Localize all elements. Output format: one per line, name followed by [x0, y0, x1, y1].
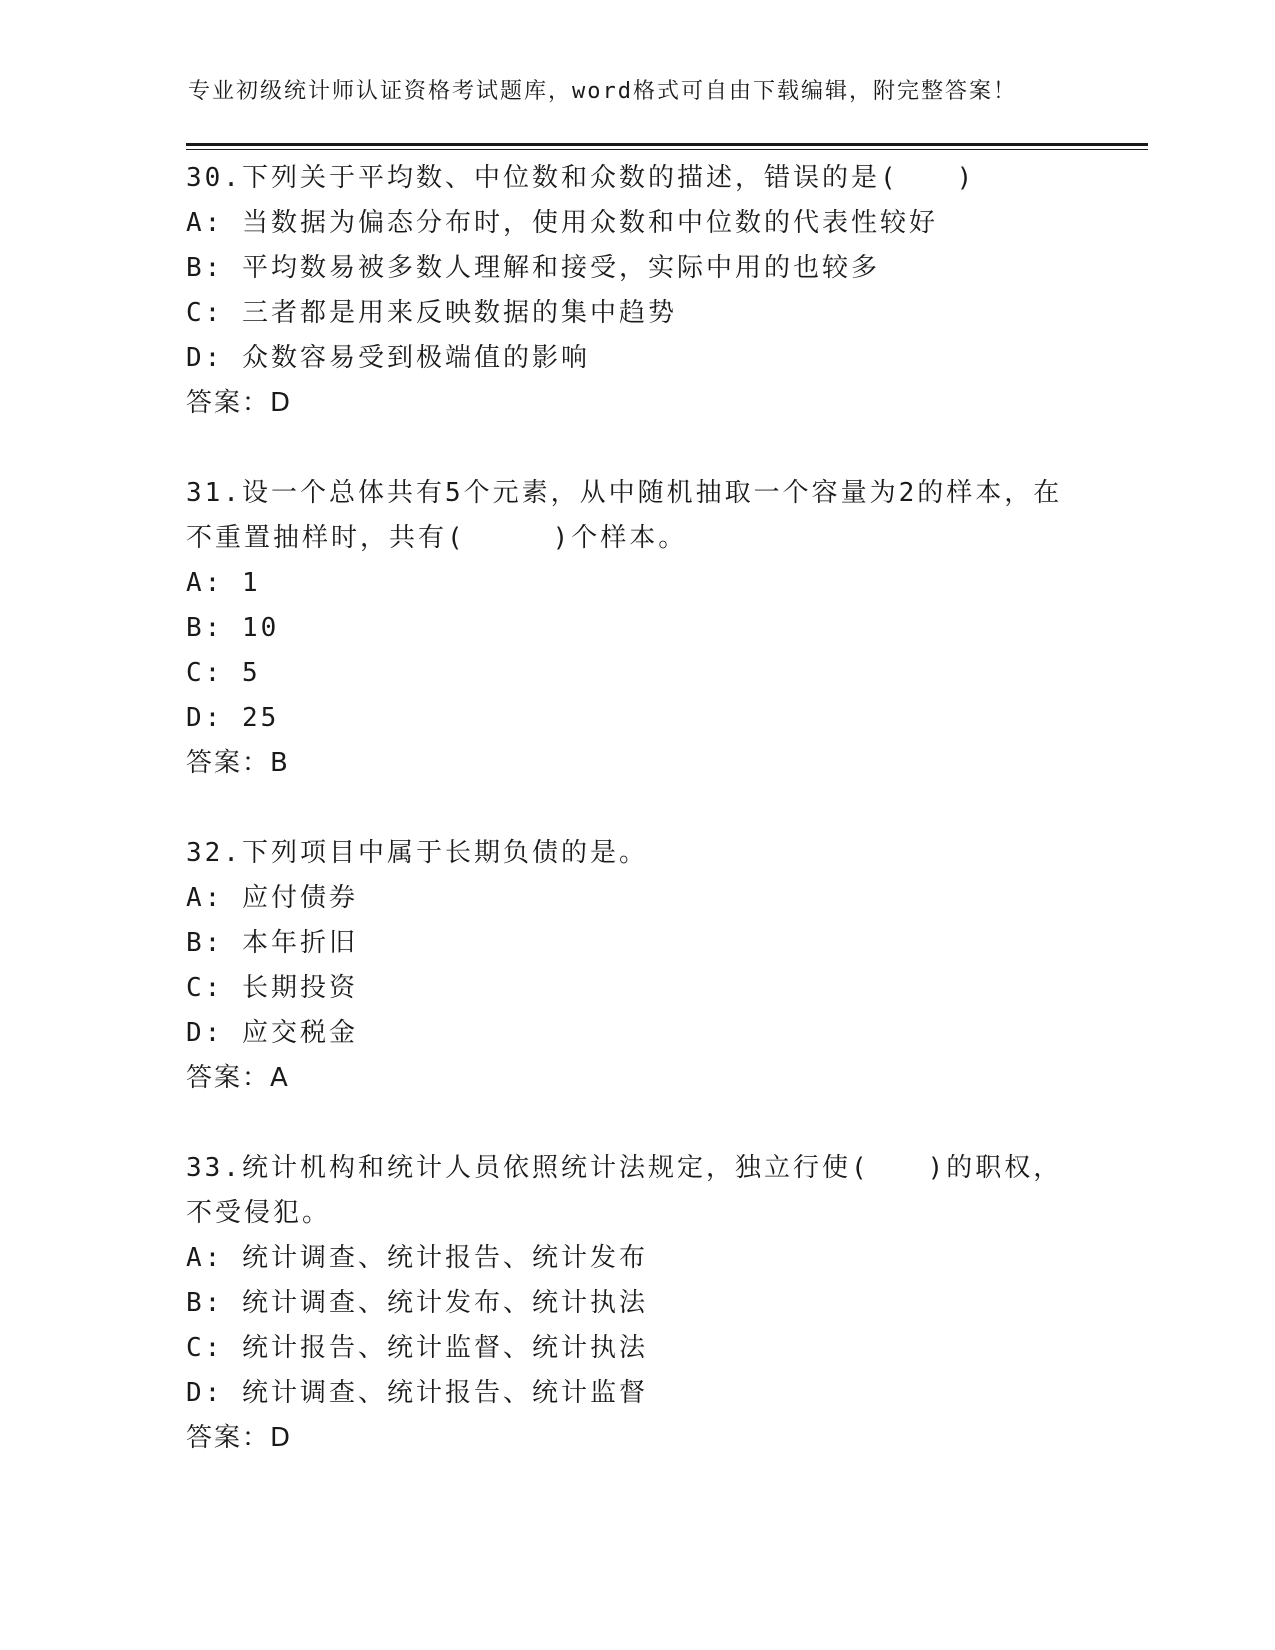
option-d: D: 众数容易受到极端值的影响 — [186, 343, 590, 373]
answer: 答案：A — [186, 1063, 290, 1093]
question-stem: 30.下列关于平均数、中位数和众数的描述，错误的是( ) — [186, 163, 976, 193]
option-d: D: 统计调查、统计报告、统计监督 — [186, 1378, 648, 1408]
answer: 答案：D — [186, 1423, 293, 1453]
option-d: D: 25 — [186, 703, 280, 733]
option-c: C: 三者都是用来反映数据的集中趋势 — [186, 298, 677, 328]
option-b: B: 本年折旧 — [186, 928, 358, 958]
header-rule-thick — [186, 143, 1148, 146]
question-30 — [186, 156, 1086, 426]
option-c: C: 统计报告、统计监督、统计执法 — [186, 1333, 648, 1363]
spacer — [186, 1101, 1086, 1146]
question-stem: 32.下列项目中属于长期负债的是。 — [186, 838, 648, 868]
option-c: C: 5 — [186, 658, 261, 688]
header-rule-thin — [186, 149, 1148, 150]
answer: 答案：D — [186, 388, 293, 418]
option-b: B: 10 — [186, 613, 280, 643]
question-33 — [186, 1146, 1086, 1461]
question-32 — [186, 831, 1086, 1101]
answer: 答案：B — [186, 748, 290, 778]
option-b: B: 平均数易被多数人理解和接受，实际中用的也较多 — [186, 253, 880, 283]
question-stem: 31.设一个总体共有5个元素，从中随机抽取一个容量为2的样本，在不重置抽样时，共有( )个样本。 — [186, 478, 1063, 553]
option-a: A: 1 — [186, 568, 261, 598]
option-c: C: 长期投资 — [186, 973, 358, 1003]
option-a: A: 统计调查、统计报告、统计发布 — [186, 1243, 648, 1273]
question-31 — [186, 471, 1086, 786]
option-d: D: 应交税金 — [186, 1018, 358, 1048]
spacer — [186, 426, 1086, 471]
spacer — [186, 786, 1086, 831]
option-b: B: 统计调查、统计发布、统计执法 — [186, 1288, 648, 1318]
question-list — [186, 156, 1086, 1461]
page-header: 专业初级统计师认证资格考试题库，word格式可自由下载编辑，附完整答案！ — [188, 79, 1017, 104]
question-stem: 33.统计机构和统计人员依照统计法规定，独立行使( )的职权，不受侵犯。 — [186, 1153, 1063, 1228]
option-a: A: 应付债券 — [186, 883, 358, 913]
option-a: A: 当数据为偏态分布时，使用众数和中位数的代表性较好 — [186, 208, 938, 238]
